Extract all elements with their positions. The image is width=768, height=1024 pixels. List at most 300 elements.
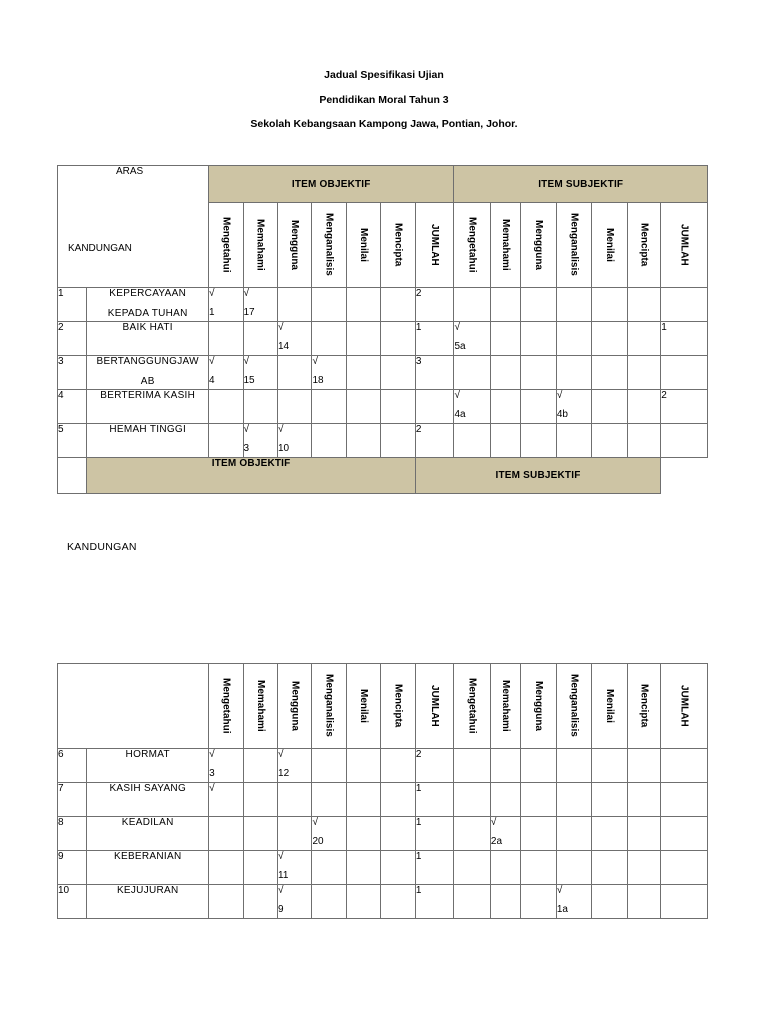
check-mark: √ (209, 749, 215, 760)
subjektif-cell-mencipta (627, 749, 660, 783)
row-topic (87, 783, 209, 817)
check-mark: √ (454, 322, 460, 333)
objektif-cell-menilai (346, 390, 380, 424)
level-label: Menganalisis (568, 213, 580, 276)
objektif-cell-menganalisis (312, 288, 346, 322)
subjektif-cell-mencipta (627, 288, 660, 322)
subjektif-cell-mencipta (627, 356, 660, 390)
check-mark: √ (454, 390, 460, 401)
objektif-cell-menilai (346, 817, 380, 851)
objektif-cell-menganalisis (312, 749, 346, 783)
objektif-cell-mengetahui (209, 851, 243, 885)
cell-count: 1 (415, 783, 422, 794)
objektif-cell-mengetahui (209, 749, 243, 783)
level-label: JUMLAH (678, 684, 690, 727)
subjektif-level-menilai (592, 664, 627, 749)
subjektif-cell-jumlah (661, 288, 708, 322)
subjektif-cell-memahami (490, 817, 520, 851)
objektif-cell-mengguna (277, 322, 311, 356)
subjektif-cell-menilai (592, 424, 627, 458)
check-mark: √ (209, 783, 215, 794)
level-label: Menilai (604, 688, 616, 723)
objektif-cell-mencipta (381, 783, 415, 817)
level-label: JUMLAH (678, 223, 690, 266)
cell-count: 1 (415, 322, 422, 333)
objektif-cell-menilai (346, 424, 380, 458)
level-label: Memahami (500, 218, 512, 271)
kandungan-label: KANDUNGAN (68, 243, 132, 254)
topic-line-1: BAIK HATI (122, 322, 173, 333)
objektif-cell-mengetahui (209, 424, 243, 458)
subjektif-cell-mencipta (627, 851, 660, 885)
topic-line-1: BERTANGGUNGJAW (96, 356, 199, 367)
subjektif-cell-menganalisis (556, 885, 591, 919)
subjektif-cell-memahami (490, 749, 520, 783)
cell-count: 2 (415, 749, 422, 760)
row-topic (87, 322, 209, 356)
topic-line-1: HORMAT (125, 749, 170, 760)
objektif-cell-mencipta (381, 749, 415, 783)
item-number: 17 (243, 307, 255, 318)
level-label: Mencipta (392, 222, 404, 267)
row-topic (87, 288, 209, 322)
level-label: Mengguna (533, 680, 545, 731)
check-mark: √ (278, 885, 284, 896)
objektif-cell-mengguna (278, 885, 312, 919)
spec-table-2 (57, 663, 708, 919)
row-number: 7 (58, 783, 87, 817)
subjektif-cell-memahami (490, 390, 520, 424)
objektif-cell-mengguna (278, 851, 312, 885)
item-number: 10 (277, 443, 290, 454)
objektif-level-menganalisis (312, 664, 346, 749)
objektif-level-mengetahui (209, 664, 243, 749)
subjektif-cell-mengetahui (454, 749, 491, 783)
objektif-cell-jumlah (415, 288, 454, 322)
subjektif-cell-memahami (490, 322, 520, 356)
item-objektif-header: ITEM OBJEKTIF (209, 166, 454, 203)
level-label: Mencipta (392, 683, 404, 728)
subjektif-cell-memahami (490, 851, 520, 885)
subjektif-cell-jumlah (661, 817, 708, 851)
objektif-cell-jumlah (415, 749, 454, 783)
subjektif-cell-memahami (490, 424, 520, 458)
item-number: 1 (209, 307, 215, 318)
subjektif-level-menganalisis (556, 203, 591, 288)
item-number: 4 (209, 375, 215, 386)
row-topic (87, 390, 209, 424)
row-topic (87, 885, 209, 919)
level-label: Mengetahui (220, 677, 232, 734)
check-mark: √ (278, 749, 284, 760)
objektif-cell-mencipta (381, 288, 415, 322)
subjektif-cell-mengguna (521, 749, 556, 783)
cell-count: 1 (415, 817, 422, 828)
level-label: Memahami (254, 218, 266, 271)
check-mark: √ (312, 356, 318, 367)
subjektif-cell-menganalisis (556, 749, 591, 783)
item-number: 20 (312, 836, 324, 847)
check-mark: √ (243, 288, 249, 299)
objektif-cell-menganalisis (312, 783, 346, 817)
item-number: 5a (454, 341, 466, 352)
header-corner (58, 664, 209, 749)
objektif-cell-menilai (346, 783, 380, 817)
table-row (58, 885, 708, 919)
subjektif-cell-jumlah (661, 783, 708, 817)
objektif-cell-jumlah (415, 885, 454, 919)
objektif-cell-menganalisis (312, 424, 346, 458)
table-row (58, 817, 708, 851)
subjektif-cell-menganalisis (556, 817, 591, 851)
objektif-level-mengetahui (209, 203, 243, 288)
subjektif-cell-mengguna (521, 322, 556, 356)
objektif-cell-mencipta (381, 424, 415, 458)
subjektif-cell-menganalisis (556, 783, 591, 817)
check-mark: √ (277, 424, 284, 435)
row-number: 8 (58, 817, 87, 851)
objektif-cell-menilai (346, 356, 380, 390)
item-number: 12 (278, 768, 290, 779)
objektif-cell-menganalisis (312, 390, 346, 424)
subjektif-cell-memahami (490, 288, 520, 322)
item-number: 15 (243, 375, 255, 386)
topic-line-1: KEPERCAYAAN (109, 288, 187, 299)
row-topic (87, 356, 209, 390)
subjektif-cell-memahami (490, 356, 520, 390)
item-number: 1a (556, 904, 568, 915)
check-mark: √ (312, 817, 318, 828)
objektif-cell-memahami (243, 817, 277, 851)
level-label: Menganalisis (323, 213, 335, 276)
table-row (58, 851, 708, 885)
cell-count: 1 (415, 885, 422, 896)
subjektif-cell-menganalisis (556, 322, 591, 356)
subjektif-level-menilai (592, 203, 627, 288)
objektif-cell-jumlah (415, 851, 454, 885)
objektif-cell-menilai (346, 851, 380, 885)
row-number: 6 (58, 749, 87, 783)
objektif-level-mengguna (278, 664, 312, 749)
table-row (58, 749, 708, 783)
item-number: 11 (278, 870, 289, 881)
level-label: Menganalisis (323, 674, 335, 737)
subjektif-cell-menilai (592, 851, 627, 885)
table-row (58, 322, 708, 356)
objektif-cell-menganalisis (312, 817, 346, 851)
subjektif-cell-menilai (592, 749, 627, 783)
objektif-cell-mengguna (277, 390, 311, 424)
subjektif-cell-menilai (592, 356, 627, 390)
item-number: 3 (243, 443, 250, 454)
row-number: 5 (58, 424, 87, 458)
doc-title: Jadual Spesifikasi Ujian (324, 69, 444, 81)
row-number: 10 (58, 885, 87, 919)
objektif-cell-menilai (346, 749, 380, 783)
objektif-level-mencipta (381, 203, 415, 288)
level-label: Mengetahui (466, 677, 478, 734)
table-row (58, 783, 708, 817)
subjektif-level-mengguna (521, 664, 556, 749)
objektif-cell-memahami (243, 424, 277, 458)
objektif-cell-menganalisis (312, 885, 346, 919)
subjektif-cell-jumlah (661, 424, 708, 458)
row-topic (87, 749, 209, 783)
level-label: Mencipta (638, 222, 650, 267)
level-label: Menilai (358, 688, 370, 723)
objektif-level-mencipta (381, 664, 415, 749)
check-mark: √ (209, 356, 215, 367)
subjektif-level-memahami (490, 203, 520, 288)
subjektif-cell-jumlah (661, 322, 708, 356)
item-number: 14 (277, 341, 290, 352)
table-row (58, 424, 708, 458)
level-label: Menilai (358, 227, 370, 262)
subjektif-level-mengguna (521, 203, 556, 288)
objektif-level-jumlah (415, 203, 454, 288)
topic-line-1: KEBERANIAN (114, 851, 182, 862)
subjektif-cell-mengguna (521, 817, 556, 851)
level-label: Memahami (500, 679, 512, 732)
subjektif-level-mencipta (627, 664, 660, 749)
objektif-cell-mengetahui (209, 783, 243, 817)
level-label: JUMLAH (429, 684, 441, 727)
level-label: Mengetahui (220, 216, 232, 273)
row-number: 4 (58, 390, 87, 424)
objektif-cell-menilai (346, 885, 380, 919)
subjektif-cell-mencipta (627, 390, 660, 424)
row-number: 1 (58, 288, 87, 322)
topic-line-1: HEMAH TINGGI (109, 424, 187, 435)
subjektif-cell-mengetahui (454, 424, 490, 458)
subjektif-cell-mengguna (521, 288, 556, 322)
check-mark: √ (490, 817, 497, 828)
level-label: Mengguna (533, 219, 545, 270)
subjektif-level-memahami (490, 664, 520, 749)
level-label: Mengguna (289, 680, 301, 731)
subjektif-cell-mencipta (627, 885, 660, 919)
cell-count: 1 (415, 851, 422, 862)
level-label: Menilai (604, 227, 616, 262)
objektif-cell-mencipta (381, 356, 415, 390)
objektif-level-mengguna (277, 203, 311, 288)
objektif-cell-mengguna (278, 817, 312, 851)
level-label: Mencipta (638, 683, 650, 728)
objektif-cell-jumlah (415, 817, 454, 851)
objektif-cell-mengguna (277, 356, 311, 390)
objektif-level-menilai (346, 203, 380, 288)
footer-objektif-label: ITEM OBJEKTIF (211, 458, 291, 469)
objektif-level-jumlah (415, 664, 454, 749)
objektif-level-memahami (243, 664, 277, 749)
row-topic (87, 851, 209, 885)
topic-line-2: KEPADA TUHAN (107, 308, 188, 319)
level-label: Mengetahui (466, 216, 478, 273)
subjektif-cell-mengguna (521, 783, 556, 817)
objektif-cell-mengetahui (209, 356, 243, 390)
cell-count: 2 (415, 288, 422, 299)
header-corner (58, 166, 209, 288)
objektif-cell-mengetahui (209, 322, 243, 356)
check-mark: √ (243, 356, 249, 367)
objektif-cell-memahami (243, 288, 277, 322)
subjektif-cell-menilai (592, 817, 627, 851)
item-number: 2a (490, 836, 503, 847)
footer-subjektif: ITEM SUBJEKTIF (415, 458, 660, 494)
objektif-cell-menganalisis (312, 322, 346, 356)
subjektif-cell-menganalisis (556, 424, 591, 458)
subjektif-cell-mencipta (627, 817, 660, 851)
subjektif-level-mencipta (627, 203, 660, 288)
subjektif-cell-jumlah (661, 390, 708, 424)
level-label: JUMLAH (429, 223, 441, 266)
subjektif-cell-menganalisis (556, 288, 591, 322)
subjektif-cell-jumlah (661, 749, 708, 783)
subjektif-level-mengetahui (454, 203, 490, 288)
subjektif-cell-mencipta (627, 424, 660, 458)
subjektif-cell-jumlah (661, 356, 708, 390)
subjektif-cell-mengguna (521, 885, 556, 919)
cell-count: 1 (661, 322, 667, 333)
subjektif-cell-mengetahui (454, 322, 490, 356)
objektif-cell-mengetahui (209, 390, 243, 424)
subjektif-cell-menilai (592, 783, 627, 817)
subjektif-cell-mengetahui (454, 783, 491, 817)
item-number: 18 (312, 375, 324, 386)
objektif-cell-jumlah (415, 356, 454, 390)
objektif-cell-mencipta (381, 817, 415, 851)
footer-corner (58, 458, 87, 494)
objektif-cell-mencipta (381, 885, 415, 919)
subjektif-cell-jumlah (661, 851, 708, 885)
level-label: Mengguna (289, 219, 301, 270)
objektif-level-menganalisis (312, 203, 346, 288)
check-mark: √ (556, 885, 563, 896)
subjektif-cell-menganalisis (556, 390, 591, 424)
subjektif-level-menganalisis (556, 664, 591, 749)
doc-subtitle: Pendidikan Moral Tahun 3 (319, 94, 449, 106)
subjektif-cell-mengetahui (454, 851, 491, 885)
item-number: 4b (556, 409, 568, 420)
subjektif-cell-menganalisis (556, 356, 591, 390)
objektif-level-memahami (243, 203, 277, 288)
item-number: 9 (278, 904, 284, 915)
item-number: 3 (209, 768, 215, 779)
cell-count: 2 (661, 390, 667, 401)
objektif-cell-menganalisis (312, 356, 346, 390)
cell-count: 3 (415, 356, 422, 367)
topic-line-1: BERTERIMA KASIH (100, 390, 196, 401)
objektif-cell-jumlah (415, 424, 454, 458)
topic-line-1: KASIH SAYANG (109, 783, 187, 794)
cell-count: 2 (415, 424, 422, 435)
subjektif-cell-mengetahui (454, 390, 490, 424)
objektif-cell-memahami (243, 749, 277, 783)
topic-line-1: KEJUJURAN (116, 885, 179, 896)
subjektif-level-mengetahui (454, 664, 491, 749)
subjektif-cell-mengguna (521, 356, 556, 390)
level-label: Memahami (254, 679, 266, 732)
aras-label: ARAS (116, 166, 144, 177)
subjektif-cell-memahami (490, 783, 520, 817)
subjektif-cell-memahami (490, 885, 520, 919)
subjektif-cell-mengguna (521, 851, 556, 885)
subjektif-cell-mencipta (627, 783, 660, 817)
subjektif-cell-mengetahui (454, 356, 490, 390)
subjektif-level-jumlah (661, 203, 708, 288)
objektif-cell-menilai (346, 288, 380, 322)
subjektif-cell-menilai (592, 885, 627, 919)
objektif-cell-mengetahui (209, 885, 243, 919)
row-number: 3 (58, 356, 87, 390)
subjektif-cell-menganalisis (556, 851, 591, 885)
subjektif-cell-mengguna (521, 390, 556, 424)
level-label: Menganalisis (568, 674, 580, 737)
subjektif-cell-menilai (592, 322, 627, 356)
objektif-cell-mengguna (278, 749, 312, 783)
objektif-cell-mengguna (277, 424, 311, 458)
subjektif-cell-menilai (592, 288, 627, 322)
objektif-cell-mengetahui (209, 288, 243, 322)
row-number: 9 (58, 851, 87, 885)
objektif-cell-memahami (243, 356, 277, 390)
objektif-cell-mencipta (381, 322, 415, 356)
subjektif-level-jumlah (661, 664, 708, 749)
objektif-cell-memahami (243, 885, 277, 919)
topic-line-1: KEADILAN (121, 817, 174, 828)
item-number: 4a (454, 409, 466, 420)
subjektif-cell-mengetahui (454, 817, 491, 851)
check-mark: √ (243, 424, 249, 435)
item-subjektif-header: ITEM SUBJEKTIF (454, 166, 708, 203)
objektif-cell-mengguna (277, 288, 311, 322)
objektif-cell-memahami (243, 783, 277, 817)
objektif-cell-memahami (243, 390, 277, 424)
table-row (58, 390, 708, 424)
doc-school: Sekolah Kebangsaan Kampong Jawa, Pontian, Johor. (250, 118, 518, 130)
subjektif-cell-menilai (592, 390, 627, 424)
topic-line-2: AB (140, 376, 155, 387)
footer-objektif (87, 458, 415, 494)
objektif-cell-jumlah (415, 322, 454, 356)
check-mark: √ (209, 288, 215, 299)
subjektif-cell-mengetahui (454, 288, 490, 322)
objektif-cell-mencipta (381, 851, 415, 885)
objektif-cell-mengetahui (209, 817, 243, 851)
objektif-cell-mengguna (278, 783, 312, 817)
subjektif-cell-mengetahui (454, 885, 491, 919)
table-row (58, 288, 708, 322)
row-topic (87, 424, 209, 458)
objektif-cell-menganalisis (312, 851, 346, 885)
spec-table-1 (57, 165, 708, 494)
objektif-level-menilai (346, 664, 380, 749)
subjektif-cell-mengguna (521, 424, 556, 458)
objektif-cell-jumlah (415, 783, 454, 817)
objektif-cell-mencipta (381, 390, 415, 424)
check-mark: √ (277, 322, 284, 333)
row-topic (87, 817, 209, 851)
kandungan-text: KANDUNGAN (67, 541, 137, 553)
objektif-cell-menilai (346, 322, 380, 356)
objektif-cell-memahami (243, 322, 277, 356)
check-mark: √ (278, 851, 284, 862)
objektif-cell-jumlah (415, 390, 454, 424)
subjektif-cell-jumlah (661, 885, 708, 919)
row-number: 2 (58, 322, 87, 356)
check-mark: √ (556, 390, 563, 401)
objektif-cell-memahami (243, 851, 277, 885)
